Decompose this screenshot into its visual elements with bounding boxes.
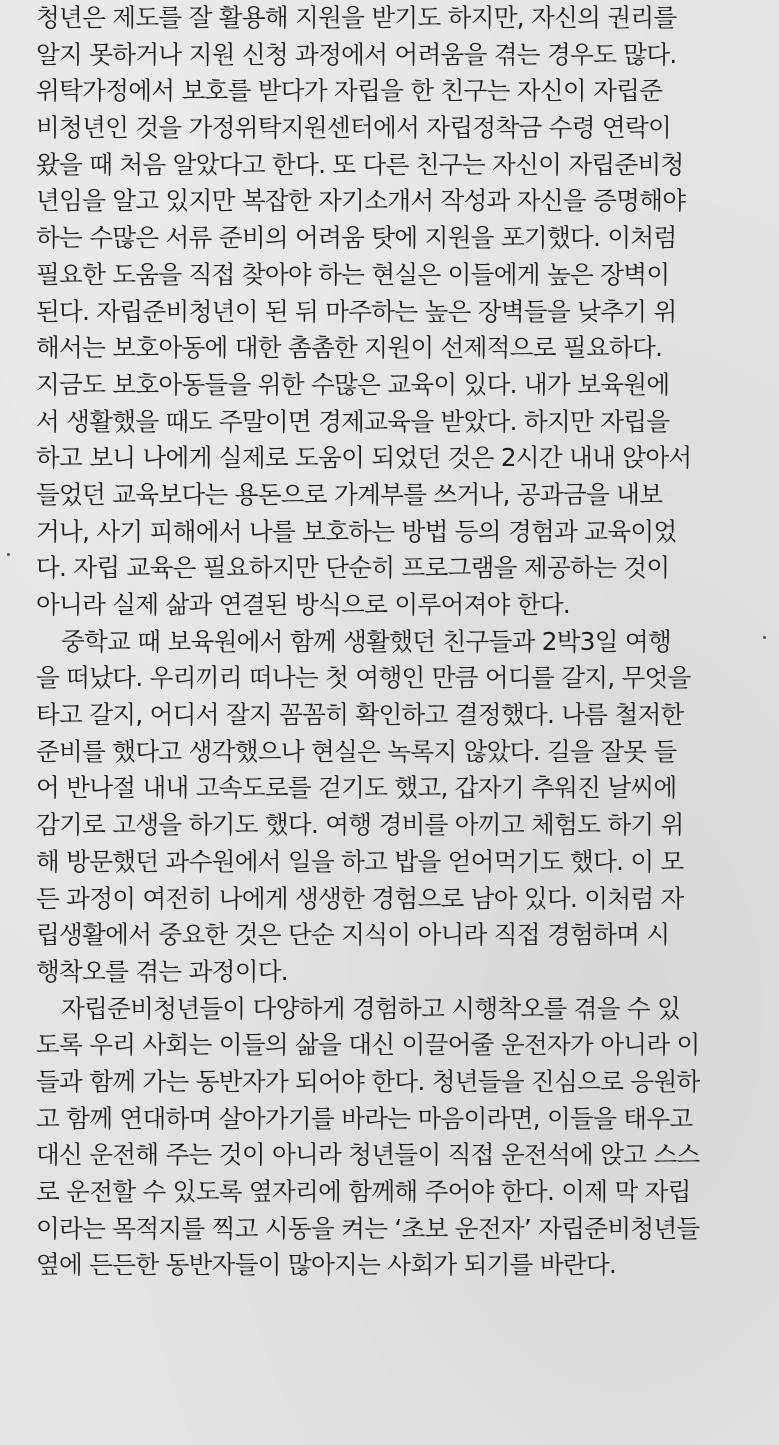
text-line: 든 과정이 여전히 나에게 생생한 경험으로 남아 있다. 이처럼 자 xyxy=(36,883,684,913)
text-line: 해서는 보호아동에 대한 촘촘한 지원이 선제적으로 필요하다. xyxy=(36,333,663,363)
text-line: 립생활에서 중요한 것은 단순 지식이 아니라 직접 경험하며 시 xyxy=(36,920,670,950)
text-line: 비청년인 것을 가정위탁지원센터에서 자립정착금 수령 연락이 xyxy=(36,113,672,143)
text-line: 된다. 자립준비청년이 된 뒤 마주하는 높은 장벽들을 낮추기 위 xyxy=(36,296,677,326)
text-line: 필요한 도움을 직접 찾아야 하는 현실은 이들에게 높은 장벽이 xyxy=(36,259,670,289)
text-line: 청년은 제도를 잘 활용해 지원을 받기도 하지만, 자신의 권리를 xyxy=(36,3,677,32)
text-line: 준비를 했다고 생각했으나 현실은 녹록지 않았다. 길을 잘못 들 xyxy=(36,736,677,766)
text-line: 다. 자립 교육은 필요하지만 단순히 프로그램을 제공하는 것이 xyxy=(36,553,670,583)
text-line: 하는 수많은 서류 준비의 어려움 탓에 지원을 포기했다. 이처럼 xyxy=(36,223,677,253)
text-line: 이라는 목적지를 찍고 시동을 켜는 ‘초보 운전자’ 자립준비청년들 xyxy=(36,1213,700,1243)
text-line: 지금도 보호아동들을 위한 수많은 교육이 있다. 내가 보육원에 xyxy=(36,369,670,399)
print-speck xyxy=(763,636,766,639)
text-line: 어 반나절 내내 고속도로를 걷기도 했고, 갑자기 추워진 날씨에 xyxy=(36,773,677,803)
text-line: 해 방문했던 과수원에서 일을 하고 밥을 얻어먹기도 했다. 이 모 xyxy=(36,846,684,876)
text-line: 년임을 알고 있지만 복잡한 자기소개서 작성과 자신을 증명해야 xyxy=(36,186,686,216)
paragraph-start-line: 자립준비청년들이 다양하게 경험하고 시행착오를 겪을 수 있 xyxy=(61,993,681,1023)
text-line: 로 운전할 수 있도록 옆자리에 함께해 주어야 한다. 이제 막 자립 xyxy=(36,1177,691,1206)
text-line: 행착오를 겪는 과정이다. xyxy=(36,956,288,986)
text-line: 서 생활했을 때도 주말이면 경제교육을 받았다. 하지만 자립을 xyxy=(36,406,670,436)
text-line: 타고 갈지, 어디서 잘지 꼼꼼히 확인하고 결정했다. 나름 철저한 xyxy=(36,700,684,730)
text-line: 위탁가정에서 보호를 받다가 자립을 한 친구는 자신이 자립준 xyxy=(36,76,663,106)
text-line: 대신 운전해 주는 것이 아니라 청년들이 직접 운전석에 앉고 스스 xyxy=(36,1140,700,1170)
text-line: 들었던 교육보다는 용돈으로 가계부를 쓰거나, 공과금을 내보 xyxy=(36,479,663,509)
text-line: 옆에 든든한 동반자들이 많아지는 사회가 되기를 바란다. xyxy=(36,1250,617,1280)
text-line: 아니라 실제 삶과 연결된 방식으로 이루어져야 한다. xyxy=(36,590,571,619)
print-speck xyxy=(7,553,10,556)
text-line: 거나, 사기 피해에서 나를 보호하는 방법 등의 경험과 교육이었 xyxy=(36,516,677,546)
text-line: 을 떠났다. 우리끼리 떠나는 첫 여행인 만큼 어디를 갈지, 무엇을 xyxy=(36,663,691,693)
text-line: 들과 함께 가는 동반자가 되어야 한다. 청년들을 진심으로 응원하 xyxy=(36,1066,700,1096)
text-line: 고 함께 연대하며 살아가기를 바라는 마음이라면, 이들을 태우고 xyxy=(36,1103,693,1133)
text-line: 감기로 고생을 하기도 했다. 여행 경비를 아끼고 체험도 하기 위 xyxy=(36,810,684,840)
paragraph-start-line: 중학교 때 보육원에서 함께 생활했던 친구들과 2박3일 여행 xyxy=(61,626,672,656)
text-line: 하고 보니 나에게 실제로 도움이 되었던 것은 2시간 내내 앉아서 xyxy=(36,443,692,473)
text-line: 알지 못하거나 지원 신청 과정에서 어려움을 겪는 경우도 많다. xyxy=(36,39,677,69)
text-line: 도록 우리 사회는 이들의 삶을 대신 이끌어줄 운전자가 아니라 이 xyxy=(36,1030,700,1060)
text-line: 왔을 때 처음 알았다고 한다. 또 다른 친구는 자신이 자립준비청 xyxy=(36,149,684,179)
